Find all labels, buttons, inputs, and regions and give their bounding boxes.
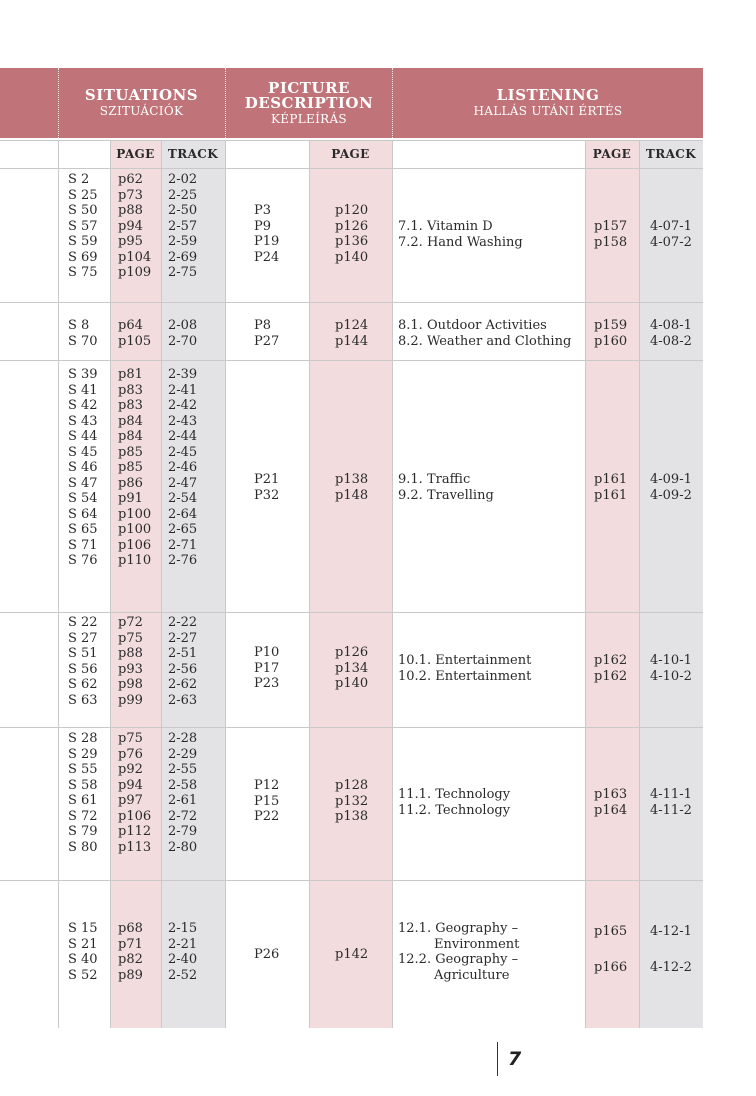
track-ref: 4-08-1	[650, 318, 692, 333]
listening-topic: 9.1. Traffic	[398, 472, 471, 487]
page-ref: p97	[118, 793, 143, 808]
situations-page-list	[118, 615, 143, 708]
situation-code: S 80	[68, 839, 98, 855]
column-divider	[585, 140, 586, 1028]
situations-page-list	[118, 367, 151, 569]
row-divider	[0, 302, 703, 303]
picture-list	[254, 778, 279, 825]
situation-code: S 62	[68, 677, 98, 692]
page-ref: p75	[118, 630, 143, 646]
picture-page-list	[335, 203, 368, 265]
track-ref: 2-45	[168, 444, 198, 460]
page-ref: p140	[335, 676, 369, 691]
page-ref: p159	[594, 318, 628, 333]
subheader-page: PAGE	[116, 147, 155, 161]
listening-topic-continuation: Agriculture	[434, 967, 510, 983]
listening-topic: 12.1. Geography –	[398, 921, 519, 936]
track-ref: 2-69	[168, 249, 198, 265]
track-ref: 2-70	[168, 333, 198, 349]
situation-code: S 43	[68, 413, 98, 429]
page-ref: p83	[118, 382, 143, 398]
track-ref: 2-63	[168, 692, 198, 708]
subheader-picture-page: PAGE	[331, 147, 370, 161]
situation-code: S 25	[68, 187, 98, 203]
situation-code: S 21	[68, 936, 98, 952]
listening-page-list	[594, 787, 627, 818]
picture-code: P12	[254, 778, 280, 793]
situations-list	[68, 615, 98, 708]
listening-topic-continuation: Environment	[434, 936, 520, 952]
track-ref: 2-65	[168, 522, 198, 537]
situation-code: S 58	[68, 777, 98, 793]
situation-code: S 22	[68, 615, 98, 630]
header-picture-subtitle: KÉPLEÍRÁS	[271, 111, 347, 126]
situations-track-list	[168, 615, 197, 708]
listening-topic: 10.1. Entertainment	[398, 653, 532, 668]
picture-code: P23	[254, 676, 280, 691]
situation-code: S 52	[68, 967, 98, 983]
situation-code: S 47	[68, 475, 98, 491]
page-ref: p94	[118, 777, 143, 793]
picture-code: P10	[254, 645, 280, 660]
header-picture-title-2: DESCRIPTION	[244, 93, 374, 112]
page-ref: p105	[118, 333, 152, 349]
situation-code: S 15	[68, 921, 98, 936]
page-ref: p109	[118, 265, 152, 280]
page-ref: p126	[335, 645, 369, 660]
situation-code: S 46	[68, 460, 98, 475]
subheader-listening-track: TRACK	[645, 147, 697, 161]
listening-list	[398, 921, 519, 983]
page-ref: p110	[118, 553, 152, 568]
track-ref: 2-62	[168, 677, 198, 692]
track-ref: 2-47	[168, 475, 198, 491]
row-divider	[0, 140, 703, 141]
situation-code: S 50	[68, 203, 98, 218]
picture-page-list	[335, 947, 368, 963]
situations-page-list	[118, 172, 151, 281]
track-ref: 2-02	[168, 172, 198, 187]
page-ref: p126	[335, 218, 369, 234]
track-ref: 2-71	[168, 537, 198, 553]
listening-list	[398, 472, 494, 503]
situation-code: S 2	[68, 172, 90, 187]
listening-track-list	[650, 318, 692, 349]
page-number-rule	[497, 1042, 498, 1076]
header-listening-subtitle: HALLÁS UTÁNI ÉRTÉS	[473, 104, 623, 118]
page-ref: p81	[118, 367, 143, 382]
track-ref: 2-75	[168, 265, 198, 280]
column-divider	[309, 140, 310, 1028]
page-ref: p68	[118, 921, 143, 936]
situation-code: S 27	[68, 630, 98, 646]
page-ref: p165	[594, 924, 628, 939]
header-picture	[226, 68, 392, 138]
subheader-listening-page: PAGE	[592, 147, 632, 161]
picture-page-list	[335, 318, 368, 349]
page-ref: p85	[118, 444, 143, 460]
track-ref: 4-11-2	[650, 802, 692, 818]
header-listening-title: LISTENING	[496, 86, 600, 104]
page-ref: p93	[118, 661, 143, 677]
track-ref: 2-59	[168, 234, 198, 249]
track-ref: 4-09-2	[650, 487, 692, 503]
listening-topic: 7.2. Hand Washing	[398, 234, 523, 250]
track-ref: 2-28	[168, 731, 198, 746]
picture-code: P15	[254, 793, 280, 809]
page-ref: p88	[118, 646, 143, 661]
picture-code: P9	[254, 218, 272, 234]
column-divider	[161, 140, 162, 1028]
situations-page-list	[118, 731, 151, 855]
track-ref: 2-79	[168, 824, 198, 839]
track-ref: 2-80	[168, 839, 198, 855]
listening-page-list	[594, 914, 627, 986]
page-ref: p132	[335, 793, 369, 809]
listening-page-list	[594, 318, 627, 349]
page-ref: p91	[118, 491, 143, 506]
track-ref: 4-08-2	[650, 333, 692, 349]
track-ref: 2-58	[168, 777, 198, 793]
situations-page-list	[118, 318, 151, 349]
page-ref: p138	[335, 472, 369, 487]
listening-page-list	[594, 653, 627, 684]
page-ref: p76	[118, 746, 143, 762]
picture-page-list	[335, 778, 368, 825]
track-ref: 2-41	[168, 382, 198, 398]
listening-list	[398, 787, 510, 818]
listening-page-column	[585, 140, 639, 1028]
picture-code: P24	[254, 249, 280, 265]
situations-list	[68, 921, 98, 983]
page-ref: p99	[118, 692, 143, 708]
picture-code: P19	[254, 234, 280, 249]
situation-code: S 40	[68, 952, 98, 967]
page-ref: p84	[118, 413, 143, 429]
page-ref: p62	[118, 172, 143, 187]
row-divider	[0, 880, 703, 881]
page-ref: p92	[118, 762, 143, 777]
page-ref: p144	[335, 333, 369, 349]
track-ref: 2-52	[168, 967, 198, 983]
page-ref: p94	[118, 218, 143, 234]
page-ref: p85	[118, 460, 143, 475]
page-ref: p83	[118, 398, 143, 413]
situation-code: S 59	[68, 234, 98, 249]
situations-track-list	[168, 318, 197, 349]
page-ref: p140	[335, 249, 369, 265]
listening-topic: 12.2. Geography –	[398, 952, 519, 967]
listening-track-list	[650, 787, 692, 818]
situation-code: S 28	[68, 731, 98, 746]
picture-list	[254, 947, 279, 963]
track-ref: 2-29	[168, 746, 198, 762]
situation-code: S 72	[68, 808, 98, 824]
situations-track-list	[168, 367, 197, 569]
track-ref: 2-27	[168, 630, 198, 646]
page-number: 7	[508, 1048, 522, 1070]
situation-code: S 64	[68, 506, 98, 522]
track-ref: 2-57	[168, 218, 198, 234]
page-ref: p100	[118, 506, 152, 522]
situation-code: S 69	[68, 249, 98, 265]
picture-list	[254, 472, 279, 503]
track-ref: 2-72	[168, 808, 198, 824]
situation-code: S 76	[68, 553, 98, 568]
listening-topic: 9.2. Travelling	[398, 487, 494, 503]
listening-list	[398, 219, 523, 250]
situations-track-list	[168, 921, 197, 983]
picture-page-list	[335, 645, 368, 692]
picture-code: P21	[254, 472, 280, 487]
track-ref: 4-12-2	[650, 960, 692, 975]
situations-list	[68, 172, 98, 281]
listening-track-list	[650, 472, 692, 503]
situation-code: S 29	[68, 746, 98, 762]
picture-code: P22	[254, 809, 280, 824]
page-ref: p72	[118, 615, 143, 630]
listening-list	[398, 318, 571, 349]
row-divider	[0, 168, 703, 169]
page-ref: p164	[594, 802, 628, 818]
page-ref: p112	[118, 824, 152, 839]
listening-topic: 8.2. Weather and Clothing	[398, 333, 572, 349]
track-ref: 2-50	[168, 203, 198, 218]
page-ref: p128	[335, 778, 369, 793]
page-ref: p161	[594, 472, 628, 487]
listening-topic: 7.1. Vitamin D	[398, 219, 493, 234]
situation-code: S 79	[68, 824, 98, 839]
header-picture-title-1: PICTURE	[268, 78, 350, 97]
header-situations	[58, 68, 225, 138]
situation-code: S 42	[68, 398, 98, 413]
column-divider	[392, 140, 393, 1028]
listening-page-list	[594, 472, 627, 503]
page-ref: p64	[118, 318, 143, 333]
situation-code: S 41	[68, 382, 98, 398]
track-ref: 4-07-1	[650, 219, 692, 234]
track-ref: 2-51	[168, 646, 198, 661]
listening-track-list	[650, 914, 692, 986]
track-ref: 2-25	[168, 187, 198, 203]
row-divider	[0, 727, 703, 728]
situation-code: S 75	[68, 265, 98, 280]
situation-code: S 8	[68, 318, 90, 333]
page-ref: p138	[335, 809, 369, 824]
header-situations-subtitle: SZITUÁCIÓK	[99, 104, 184, 118]
page-ref: p124	[335, 318, 369, 333]
picture-page-list	[335, 472, 368, 503]
page-ref: p136	[335, 234, 369, 249]
row-divider	[0, 612, 703, 613]
listening-track-column	[639, 140, 703, 1028]
situations-track-list	[168, 172, 197, 281]
column-divider	[110, 140, 111, 1028]
track-ref: 2-42	[168, 398, 198, 413]
page-ref: p162	[594, 653, 628, 668]
track-ref: 4-09-1	[650, 472, 692, 487]
page-ref: p82	[118, 952, 143, 967]
situations-list	[68, 367, 98, 569]
listening-topic: 8.1. Outdoor Activities	[398, 318, 547, 333]
situation-code: S 57	[68, 218, 98, 234]
situation-code: S 70	[68, 333, 98, 349]
page-ref: p104	[118, 249, 152, 265]
track-ref: 2-61	[168, 793, 198, 808]
track-ref: 2-21	[168, 936, 198, 952]
page-ref: p106	[118, 537, 152, 553]
situation-code: S 51	[68, 646, 98, 661]
page-ref: p75	[118, 731, 143, 746]
page-ref: p166	[594, 960, 628, 975]
track-ref: 4-11-1	[650, 787, 692, 802]
track-ref: 2-15	[168, 921, 198, 936]
page-ref: p163	[594, 787, 628, 802]
column-divider	[225, 140, 226, 1028]
situation-code: S 44	[68, 429, 98, 444]
picture-code: P32	[254, 487, 280, 503]
track-ref: 2-39	[168, 367, 198, 382]
page-ref: p142	[335, 947, 369, 962]
page-ref: p157	[594, 219, 628, 234]
column-divider	[639, 140, 640, 1028]
page-ref: p134	[335, 660, 369, 676]
situation-code: S 54	[68, 491, 98, 506]
track-ref: 2-54	[168, 491, 198, 506]
track-ref: 2-64	[168, 506, 198, 522]
picture-list	[254, 645, 279, 692]
situation-code: S 63	[68, 692, 98, 708]
situations-list	[68, 731, 98, 855]
track-ref: 2-08	[168, 318, 198, 333]
listening-track-list	[650, 219, 692, 250]
page-ref: p113	[118, 839, 152, 855]
picture-code: P26	[254, 947, 280, 962]
column-divider	[58, 140, 59, 1028]
header-divider	[392, 68, 393, 138]
page-ref: p84	[118, 429, 143, 444]
page-ref: p106	[118, 808, 152, 824]
page-ref: p148	[335, 487, 369, 503]
page-ref: p158	[594, 234, 628, 250]
listening-topic: 10.2. Entertainment	[398, 668, 532, 684]
subheader-track: TRACK	[167, 147, 219, 161]
picture-code: P17	[254, 660, 280, 676]
track-ref: 2-43	[168, 413, 198, 429]
situation-code: S 39	[68, 367, 98, 382]
page-ref: p95	[118, 234, 143, 249]
situation-code: S 45	[68, 444, 98, 460]
page-ref: p160	[594, 333, 628, 349]
track-ref: 2-22	[168, 615, 198, 630]
track-ref: 2-76	[168, 553, 198, 568]
situation-code: S 56	[68, 661, 98, 677]
page-ref: p162	[594, 668, 628, 684]
listening-topic: 11.1. Technology	[398, 787, 511, 802]
track-ref: 4-07-2	[650, 234, 692, 250]
header-divider	[225, 68, 226, 138]
picture-code: P27	[254, 333, 280, 349]
track-ref: 4-10-2	[650, 668, 692, 684]
situations-page-list	[118, 921, 143, 983]
track-ref: 2-46	[168, 460, 198, 475]
situation-code: S 61	[68, 793, 98, 808]
picture-code: P3	[254, 203, 272, 218]
page-ref: p71	[118, 936, 143, 952]
situation-code: S 55	[68, 762, 98, 777]
picture-list	[254, 318, 279, 349]
listening-topic: 11.2. Technology	[398, 802, 511, 818]
track-ref: 2-40	[168, 952, 198, 967]
picture-list	[254, 203, 279, 265]
situation-code: S 71	[68, 537, 98, 553]
page-ref: p88	[118, 203, 143, 218]
page-ref: p120	[335, 203, 369, 218]
page-ref: p98	[118, 677, 143, 692]
page-ref: p100	[118, 522, 152, 537]
page-ref: p161	[594, 487, 628, 503]
track-ref: 2-44	[168, 429, 198, 444]
track-ref: 2-55	[168, 762, 198, 777]
row-divider	[0, 360, 703, 361]
track-ref: 4-10-1	[650, 653, 692, 668]
listening-list	[398, 653, 531, 684]
track-ref: 4-12-1	[650, 924, 692, 939]
situations-list	[68, 318, 98, 349]
listening-track-list	[650, 653, 692, 684]
situations-track-list	[168, 731, 197, 855]
header-divider	[58, 68, 59, 138]
header-situations-title: SITUATIONS	[84, 86, 199, 104]
header-listening	[393, 68, 703, 138]
situation-code: S 65	[68, 522, 98, 537]
listening-page-list	[594, 219, 627, 250]
track-ref: 2-56	[168, 661, 198, 677]
page-ref: p73	[118, 187, 143, 203]
page-ref: p89	[118, 967, 143, 983]
picture-code: P8	[254, 318, 272, 333]
page-ref: p86	[118, 475, 143, 491]
picture-page-column	[309, 140, 392, 1028]
